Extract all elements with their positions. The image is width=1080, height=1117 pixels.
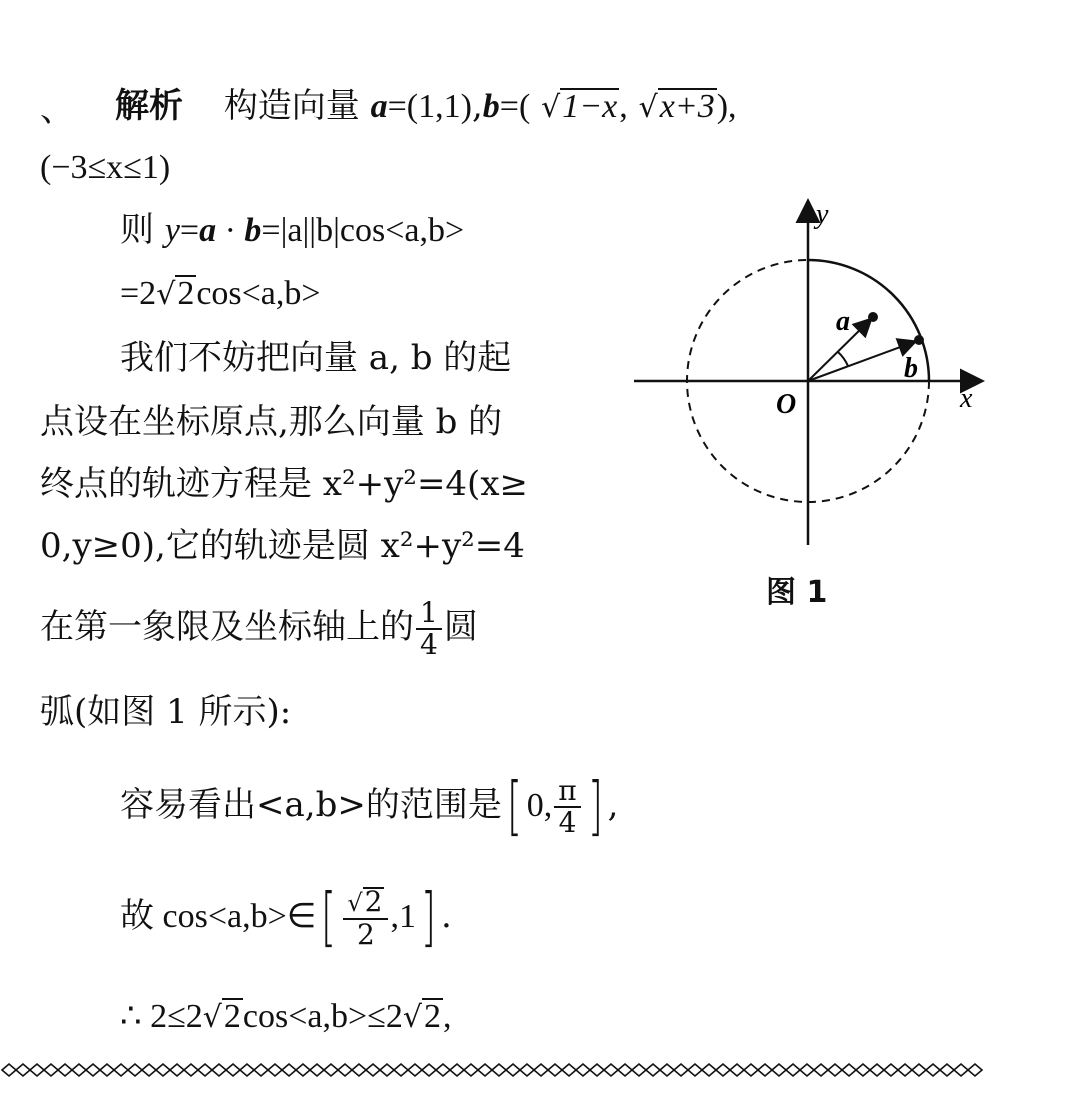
divider-link — [338, 1064, 352, 1076]
line4-radicand: 2 — [177, 275, 195, 312]
divider-link — [2, 1064, 16, 1076]
vector-a-value: =(1,1) — [387, 88, 472, 125]
label-x: x — [960, 383, 973, 414]
divider-link — [240, 1064, 254, 1076]
divider-link — [16, 1064, 30, 1076]
left-bracket: [ — [506, 770, 522, 844]
divider-link — [520, 1064, 534, 1076]
line3-y: y — [164, 212, 180, 249]
line13-end: , — [442, 998, 452, 1035]
fraction-denominator: 2 — [357, 917, 375, 951]
divider-link — [954, 1064, 968, 1076]
line9-before: 在第一象限及坐标轴上的 — [40, 607, 414, 647]
divider-link — [114, 1064, 128, 1076]
line1-comma: , — [471, 86, 483, 126]
line1-sep: , — [619, 88, 628, 125]
right-bracket: ] — [587, 770, 603, 844]
divider-link — [142, 1064, 156, 1076]
line-12 — [120, 881, 452, 955]
divider-link — [184, 1064, 198, 1076]
divider-link — [576, 1064, 590, 1076]
figure-caption: 图 1 — [766, 575, 828, 610]
line-3 — [120, 208, 464, 253]
divider-link — [744, 1064, 758, 1076]
divider-link — [506, 1064, 520, 1076]
divider-link — [562, 1064, 576, 1076]
divider-link — [464, 1064, 478, 1076]
line-11 — [120, 770, 619, 844]
divider-link — [730, 1064, 744, 1076]
divider-link — [100, 1064, 114, 1076]
line3-rest: =|a||b|cos<a,b> — [261, 212, 465, 249]
line-10: 弧(如图 1 所示): — [40, 692, 292, 732]
divider-link — [534, 1064, 548, 1076]
line13-therefore: ∴ 2≤2 — [120, 998, 203, 1035]
line13-mid: cos<a,b>≤2 — [242, 998, 403, 1035]
divider-link — [800, 1064, 814, 1076]
divider-link — [366, 1064, 380, 1076]
fraction-denominator: 4 — [558, 806, 577, 839]
divider-link — [968, 1064, 982, 1076]
label-b: b — [904, 353, 918, 384]
label-y: y — [816, 199, 829, 230]
divider-link — [898, 1064, 912, 1076]
fraction-numerator: √2 — [343, 887, 388, 920]
para-line-2: 点设在坐标原点,那么向量 b 的 — [40, 402, 503, 442]
divider-link — [352, 1064, 366, 1076]
divider-link — [86, 1064, 100, 1076]
bullet-mark: 、 — [40, 90, 74, 130]
divider-link — [828, 1064, 842, 1076]
divider-link — [324, 1064, 338, 1076]
divider-link — [212, 1064, 226, 1076]
line1-text: 构造向量 — [223, 86, 360, 126]
fraction-numerator: π — [554, 776, 580, 808]
divider-link — [72, 1064, 86, 1076]
sqrt-sign: √ — [541, 90, 561, 125]
divider-link — [814, 1064, 828, 1076]
vector-b-symbol: b — [482, 88, 500, 125]
divider-link — [198, 1064, 212, 1076]
vector-a-endpoint — [868, 312, 878, 322]
line11-zero: 0, — [526, 787, 553, 824]
fraction-root2-over-2 — [343, 884, 388, 951]
sqrt-sign: √ — [402, 1000, 422, 1035]
divider-link — [450, 1064, 464, 1076]
line-13 — [120, 995, 451, 1040]
radicand-1: 1−x — [562, 88, 618, 125]
divider-link — [870, 1064, 884, 1076]
line3-prefix: 则 — [120, 210, 154, 250]
divider-link — [128, 1064, 142, 1076]
line-2: (−3≤x≤1) — [40, 149, 171, 186]
line11-before: 容易看出<a,b>的范围是 — [120, 785, 502, 825]
divider-link — [296, 1064, 310, 1076]
divider-link — [618, 1064, 632, 1076]
line3-a: a — [199, 212, 217, 249]
para-line-4: 0,y≥0),它的轨迹是圆 x²+y²=4 — [40, 526, 525, 566]
radicand-2: x+3 — [659, 88, 715, 125]
divider-link — [30, 1064, 44, 1076]
divider-link — [156, 1064, 170, 1076]
divider-link — [590, 1064, 604, 1076]
fraction-denominator: 4 — [420, 628, 438, 661]
divider-link — [674, 1064, 688, 1076]
divider-link — [492, 1064, 506, 1076]
line11-after: , — [607, 785, 619, 825]
fraction-quarter — [416, 598, 442, 660]
divider-link — [772, 1064, 786, 1076]
divider-link — [254, 1064, 268, 1076]
divider-link — [884, 1064, 898, 1076]
label-origin: O — [776, 389, 797, 420]
divider-link — [548, 1064, 562, 1076]
divider-link — [646, 1064, 660, 1076]
divider-link — [842, 1064, 856, 1076]
fraction-pi-over-4 — [554, 776, 580, 838]
heading-label: 解析 — [115, 86, 183, 126]
vector-b-arrow — [808, 342, 914, 381]
line12-after: ,1 — [390, 898, 416, 935]
line3-eq: = — [179, 212, 200, 249]
divider-link — [310, 1064, 324, 1076]
divider-link — [716, 1064, 730, 1076]
vector-b-open: =( — [499, 88, 531, 125]
divider-link — [478, 1064, 492, 1076]
line9-after: 圆 — [443, 607, 478, 647]
divider-link — [436, 1064, 450, 1076]
divider-link — [688, 1064, 702, 1076]
line-4 — [120, 272, 321, 317]
angle-arc — [838, 352, 848, 366]
divider-link — [604, 1064, 618, 1076]
divider-link — [940, 1064, 954, 1076]
circle-figure — [630, 195, 990, 555]
line-1 — [115, 84, 737, 130]
divider-link — [408, 1064, 422, 1076]
line3-dot: · — [216, 212, 245, 249]
line-9 — [40, 598, 478, 660]
line3-b: b — [244, 212, 262, 249]
divider-link — [786, 1064, 800, 1076]
divider-link — [394, 1064, 408, 1076]
left-bracket: [ — [321, 881, 337, 955]
divider-link — [422, 1064, 436, 1076]
divider-link — [226, 1064, 240, 1076]
para-line-1: 我们不妨把向量 a, b 的起 — [120, 338, 512, 378]
ornamental-divider — [0, 1058, 1080, 1082]
line13-radicand: 2 — [223, 998, 241, 1035]
vector-a-symbol: a — [370, 88, 388, 125]
divider-link — [380, 1064, 394, 1076]
line12-before: 故 cos<a,b>∈ — [120, 898, 317, 935]
sqrt-sign: √ — [202, 1000, 222, 1035]
divider-link — [170, 1064, 184, 1076]
vector-b-endpoint — [914, 335, 924, 345]
divider-link — [758, 1064, 772, 1076]
line13-radicand-2: 2 — [423, 998, 441, 1035]
para-line-3: 终点的轨迹方程是 x²+y²=4(x≥ — [40, 464, 528, 504]
divider-link — [44, 1064, 58, 1076]
divider-link — [856, 1064, 870, 1076]
sqrt-sign: √ — [638, 90, 658, 125]
divider-link — [632, 1064, 646, 1076]
divider-link — [912, 1064, 926, 1076]
divider-link — [702, 1064, 716, 1076]
line4-eq: =2 — [120, 275, 157, 312]
line4-rest: cos<a,b> — [196, 275, 321, 312]
sqrt-sign: √ — [156, 277, 176, 312]
divider-link — [58, 1064, 72, 1076]
divider-link — [268, 1064, 282, 1076]
divider-link — [660, 1064, 674, 1076]
label-a: a — [836, 306, 850, 337]
right-bracket: ] — [420, 881, 436, 955]
line1-close: ), — [716, 88, 737, 125]
fraction-numerator: 1 — [416, 598, 442, 630]
line12-end: . — [440, 896, 452, 936]
divider-link — [926, 1064, 940, 1076]
divider-link — [282, 1064, 296, 1076]
